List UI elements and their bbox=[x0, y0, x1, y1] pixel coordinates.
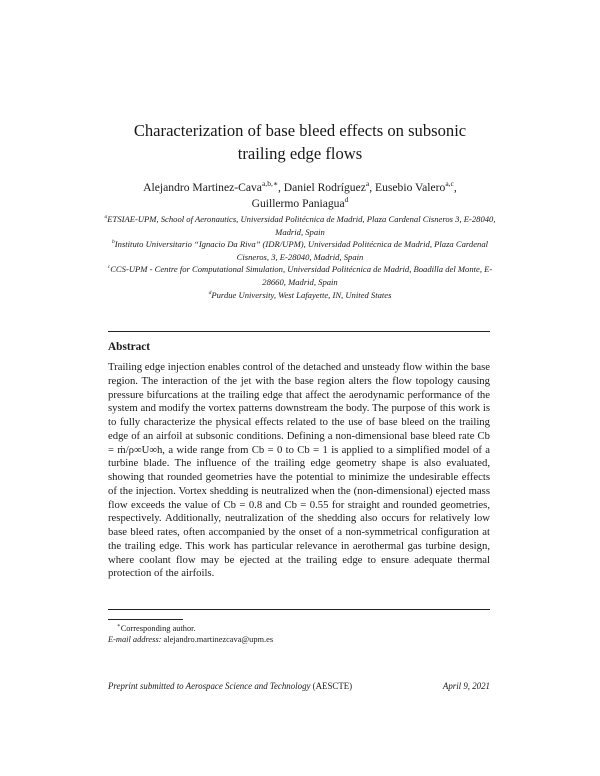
email-address[interactable]: alejandro.martinezcava@upm.es bbox=[163, 635, 274, 644]
author-affil-mark: a bbox=[365, 179, 370, 189]
author-name: Alejandro Martinez-Cava bbox=[143, 181, 262, 194]
preprint-date: April 9, 2021 bbox=[442, 681, 490, 691]
affiliation: $^d$Purdue University, West Lafayette, IN, United States bbox=[208, 289, 392, 300]
affiliation: $^c$CCS-UPM - Centre for Computational Simulation, Universidad Politécnica de Madrid, Boadilla del Monte, E-28660, Madrid, Spain bbox=[107, 264, 493, 287]
author-name: Daniel Rodríguez bbox=[283, 181, 366, 194]
corresponding-author-note: ∗Corresponding author. bbox=[117, 623, 196, 633]
abstract-heading: Abstract bbox=[108, 341, 151, 353]
author-list: Alejandro Martinez-Cava$^{a,b,∗}$, Daniel Rodríguez$^a$, Eusebio Valero$^{a,c}$, Guillermo Paniagua$^d$ bbox=[143, 179, 457, 210]
abstract-text: Trailing edge injection enables control of the detached and unsteady flow within the base region. The interaction of the jet with the base region alters the flow topology causing pressure bifurcations at the trailing edge that affect the aerodynamic performance of the system and modify the vortex patterns downstream the body. The purpose of this work is to fully characterize the physical effects related to the use of base bleed on the trailing edge of an airfoil at subsonic conditions. Defining a non-dimensional base bleed rate Cb = ṁ/ρ∞U∞h, a wide range from Cb = 0 to Cb = 1 is applied to a simplified model of a turbine blade. The influence of the trailing edge geometry shape is also evaluated, showing that rounded geometries have the potential to minimize the undesirable effects of the injection. Vortex shedding is neutralized when the (non-dimensional) ejected mass flow exceeds the value of Cb = 0.8 and Cb = 0.55 for straight and rounded geometries, respectively. Additionally, neutralization of the shedding also occurs for relatively low base bleed rates, often accompanied by the onset of a non-symmetrical configuration at the trailing edge. This work has particular relevance in aerothermal gas turbine design, where coolant flow may be ejected at the trailing edge to ensure adequate thermal protection of the airfoils. bbox=[108, 361, 490, 580]
author-affil-mark: a,c bbox=[445, 179, 454, 189]
affiliation: $^b$Instituto Universitario “Ignacio Da Riva” (IDR/UPM), Universidad Politécnica de Madrid, Plaza Cardenal Cisneros, 3, E-28040, Madrid, Spain bbox=[111, 239, 489, 262]
title-line-1: Characterization of base bleed effects on subsonic bbox=[133, 121, 467, 140]
abstract-bottom-rule bbox=[108, 609, 490, 610]
email-label: E-mail address: bbox=[108, 635, 162, 644]
paper-title bbox=[0, 119, 600, 165]
abstract-top-rule bbox=[108, 331, 490, 332]
affiliation-list bbox=[96, 213, 504, 301]
affiliation: $^a$ETSIAE-UPM, School of Aeronautics, Universidad Politécnica de Madrid, Plaza Cardenal Cisneros 3, E-28040, Madrid, Spain bbox=[104, 214, 496, 237]
author-affil-mark: d bbox=[344, 195, 349, 205]
author-affil-mark: a,b,∗ bbox=[261, 179, 278, 189]
author-name: Guillermo Paniagua bbox=[251, 197, 345, 210]
footnote-rule bbox=[108, 619, 183, 620]
preprint-note: Preprint submitted to Aerospace Science and Technology (AESCTE) bbox=[108, 681, 353, 691]
author-name: Eusebio Valero bbox=[375, 181, 446, 194]
email-note bbox=[108, 634, 273, 645]
title-line-2: trailing edge flows bbox=[237, 144, 363, 163]
